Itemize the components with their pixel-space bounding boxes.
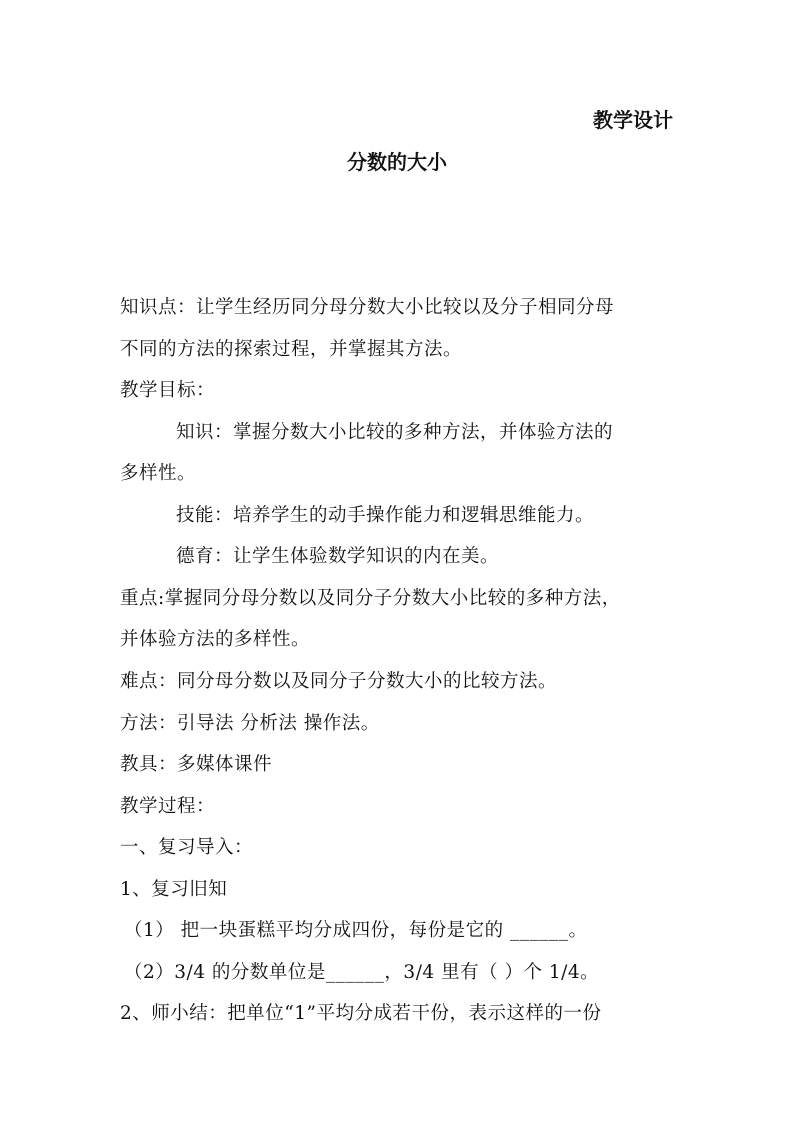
knowledge-point-line-2: 不同的方法的探索过程，并掌握其方法。 (120, 339, 463, 360)
document-header-label: 教学设计 (593, 108, 673, 132)
goal-knowledge-line-2: 多样性。 (120, 463, 197, 484)
document-title: 分数的大小 (347, 150, 447, 174)
goal-skill-line: 技能：培养学生的动手操作能力和逻辑思维能力。 (176, 505, 595, 526)
question-2-line: （2）3/4 的分数单位是______，3/4 里有（ ）个 1/4。 (124, 962, 600, 983)
methods-line: 方法：引导法 分析法 操作法。 (120, 713, 380, 734)
item-1-line: 1、复习旧知 (120, 879, 228, 900)
goals-heading: 教学目标： (120, 380, 216, 401)
key-point-line-2: 并体验方法的多样性。 (120, 629, 311, 650)
goal-knowledge-line-1: 知识：掌握分数大小比较的多种方法，并体验方法的 (176, 422, 614, 443)
difficulty-line: 难点：同分母分数以及同分子分数大小的比较方法。 (120, 671, 558, 692)
key-point-line-1: 重点:掌握同分母分数以及同分子分数大小比较的多种方法， (120, 588, 621, 609)
tools-line: 教具：多媒体课件 (120, 754, 273, 775)
question-1-line: （1） 把一块蛋糕平均分成四份，每份是它的 ______。 (124, 920, 588, 941)
item-2-line: 2、师小结：把单位“1”平均分成若干份，表示这样的一份 (120, 1003, 602, 1024)
goal-moral-line: 德育：让学生体验数学知识的内在美。 (176, 546, 500, 567)
knowledge-point-line-1: 知识点：让学生经历同分母分数大小比较以及分子相同分母 (120, 297, 615, 318)
process-heading: 教学过程： (120, 796, 216, 817)
section-1-heading: 一、复习导入： (120, 837, 254, 858)
